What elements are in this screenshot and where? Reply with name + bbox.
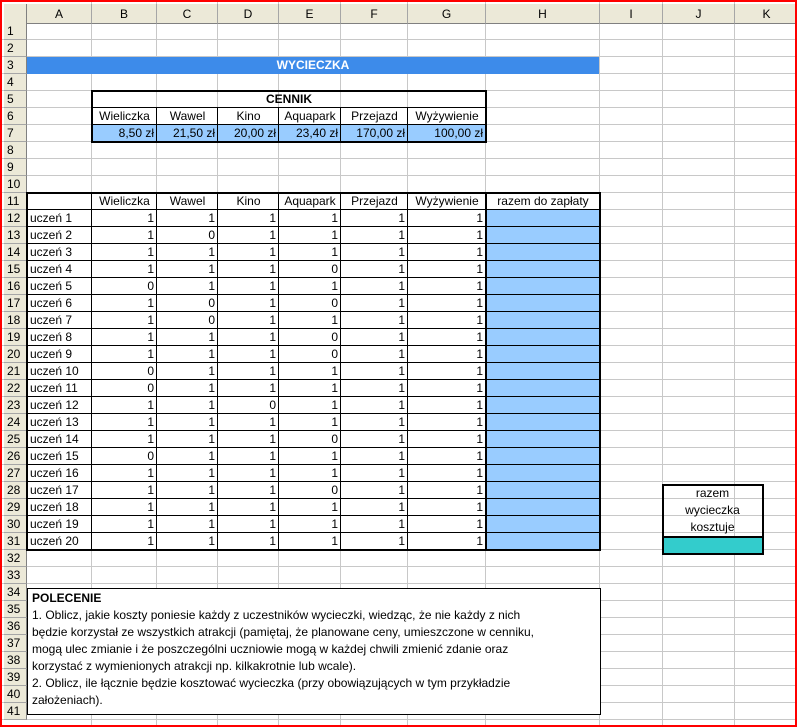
total-to-pay-cell[interactable] xyxy=(486,261,600,278)
total-to-pay-cell[interactable] xyxy=(486,431,600,448)
attendance-value-cell[interactable]: 1 xyxy=(331,211,338,225)
row-header[interactable]: 32 xyxy=(4,550,27,567)
attendance-value-cell[interactable]: 0 xyxy=(147,449,154,463)
student-name-cell[interactable]: uczeń 6 xyxy=(30,296,73,310)
attendance-row-rule xyxy=(27,447,600,448)
attendance-value-cell[interactable]: 1 xyxy=(208,483,215,497)
row-header[interactable]: 9 xyxy=(4,159,27,176)
attendance-row-rule xyxy=(27,362,600,363)
attendance-value-cell[interactable]: 1 xyxy=(208,517,215,531)
attendance-value-cell[interactable]: 1 xyxy=(398,262,405,276)
attendance-value-cell[interactable]: 1 xyxy=(208,432,215,446)
attendance-value-cell[interactable]: 1 xyxy=(147,432,154,446)
student-name-cell[interactable]: uczeń 10 xyxy=(30,364,79,378)
attendance-value-cell[interactable]: 1 xyxy=(208,330,215,344)
student-name-cell[interactable]: uczeń 1 xyxy=(30,211,73,225)
attendance-value-cell[interactable]: 1 xyxy=(476,500,483,514)
row-header[interactable]: 5 xyxy=(4,91,27,108)
row-header[interactable]: 27 xyxy=(4,465,27,482)
attendance-value-cell[interactable]: 1 xyxy=(476,211,483,225)
total-to-pay-cell[interactable] xyxy=(486,499,600,516)
row-header[interactable]: 30 xyxy=(4,516,27,533)
row-header[interactable]: 41 xyxy=(4,703,27,720)
total-to-pay-cell[interactable] xyxy=(486,312,600,329)
price-table-divider xyxy=(407,108,408,142)
attendance-value-cell[interactable]: 1 xyxy=(147,415,154,429)
attendance-header-cell[interactable]: Wieliczka xyxy=(99,194,150,208)
column-header[interactable]: A xyxy=(27,4,92,24)
attendance-value-cell[interactable]: 1 xyxy=(147,262,154,276)
attendance-value-cell[interactable]: 1 xyxy=(398,279,405,293)
attendance-value-cell[interactable]: 1 xyxy=(208,211,215,225)
attendance-value-cell[interactable]: 1 xyxy=(476,398,483,412)
attendance-value-cell[interactable]: 1 xyxy=(398,534,405,548)
attendance-value-cell[interactable]: 1 xyxy=(476,449,483,463)
attendance-value-cell[interactable]: 1 xyxy=(331,381,338,395)
total-to-pay-cell[interactable] xyxy=(486,295,600,312)
attendance-value-cell[interactable]: 1 xyxy=(398,347,405,361)
attendance-value-cell[interactable]: 1 xyxy=(269,432,276,446)
instructions-line-6: założeniach). xyxy=(32,693,103,707)
total-to-pay-cell[interactable] xyxy=(486,210,600,227)
column-header[interactable]: K xyxy=(735,4,797,24)
attendance-value-cell[interactable]: 1 xyxy=(269,330,276,344)
total-to-pay-cell[interactable] xyxy=(486,414,600,431)
attendance-value-cell[interactable]: 1 xyxy=(331,449,338,463)
instructions-line-1: 1. Oblicz, jakie koszty poniesie każdy z uczestników wycieczki, wiedząc, że nie każdy z nich xyxy=(32,608,521,622)
attendance-value-cell[interactable]: 1 xyxy=(398,500,405,514)
student-name-cell[interactable]: uczeń 11 xyxy=(30,381,78,395)
row-header[interactable]: 39 xyxy=(4,669,27,686)
attendance-value-cell[interactable]: 1 xyxy=(331,364,338,378)
title-banner[interactable]: WYCIECZKA xyxy=(27,57,599,74)
attendance-column-divider xyxy=(156,193,157,550)
row-header[interactable]: 40 xyxy=(4,686,27,703)
attendance-value-cell[interactable]: 1 xyxy=(476,432,483,446)
row-header[interactable]: 24 xyxy=(4,414,27,431)
attendance-column-divider xyxy=(407,193,408,550)
summary-divider xyxy=(662,536,764,538)
attendance-value-cell[interactable]: 1 xyxy=(269,279,276,293)
attendance-row-rule xyxy=(27,345,600,346)
attendance-value-cell[interactable]: 0 xyxy=(331,432,338,446)
attendance-value-cell[interactable]: 1 xyxy=(398,415,405,429)
row-header[interactable]: 14 xyxy=(4,244,27,261)
attendance-row-rule xyxy=(27,311,600,312)
attendance-header-cell[interactable]: Kino xyxy=(236,194,261,208)
price-table-divider xyxy=(156,108,157,142)
attendance-value-cell[interactable]: 1 xyxy=(398,466,405,480)
attendance-value-cell[interactable]: 0 xyxy=(331,330,338,344)
price-table-divider xyxy=(340,108,341,142)
row-header[interactable]: 33 xyxy=(4,567,27,584)
student-name-cell[interactable]: uczeń 12 xyxy=(30,398,79,412)
attendance-value-cell[interactable]: 0 xyxy=(147,364,154,378)
student-name-cell[interactable]: uczeń 16 xyxy=(30,466,79,480)
row-header[interactable]: 12 xyxy=(4,210,27,227)
attendance-value-cell[interactable]: 1 xyxy=(208,245,215,259)
summary-line-1: razem xyxy=(695,486,730,500)
student-name-cell[interactable]: uczeń 13 xyxy=(30,415,79,429)
row-header[interactable]: 3 xyxy=(4,57,27,74)
attendance-row-rule xyxy=(27,379,600,380)
attendance-value-cell[interactable]: 1 xyxy=(398,330,405,344)
total-to-pay-cell[interactable] xyxy=(486,448,600,465)
attendance-value-cell[interactable]: 0 xyxy=(331,347,338,361)
attendance-value-cell[interactable]: 1 xyxy=(147,517,154,531)
attendance-value-cell[interactable]: 0 xyxy=(208,313,215,327)
row-header[interactable]: 2 xyxy=(4,40,27,57)
row-header[interactable]: 17 xyxy=(4,295,27,312)
attendance-column-divider xyxy=(340,193,341,550)
attendance-header-cell[interactable]: Aquapark xyxy=(284,194,336,208)
row-header[interactable]: 8 xyxy=(4,142,27,159)
row-header[interactable]: 26 xyxy=(4,448,27,465)
price-table-divider xyxy=(217,108,218,142)
attendance-value-cell[interactable]: 1 xyxy=(476,262,483,276)
price-value-cell[interactable]: 170,00 zł xyxy=(356,126,405,140)
attendance-value-cell[interactable]: 1 xyxy=(147,534,154,548)
attendance-row-rule xyxy=(27,260,600,261)
attendance-value-cell[interactable]: 0 xyxy=(208,228,215,242)
attendance-value-cell[interactable]: 1 xyxy=(147,245,154,259)
attendance-value-cell[interactable]: 1 xyxy=(331,415,338,429)
attendance-value-cell[interactable]: 1 xyxy=(269,296,276,310)
price-value-cell[interactable]: 8,50 zł xyxy=(118,126,154,140)
price-header-cell[interactable]: Przejazd xyxy=(351,109,398,123)
column-header[interactable]: C xyxy=(157,4,218,24)
total-to-pay-cell[interactable] xyxy=(486,329,600,346)
attendance-value-cell[interactable]: 1 xyxy=(476,517,483,531)
row-header[interactable]: 29 xyxy=(4,499,27,516)
total-to-pay-cell[interactable] xyxy=(486,482,600,499)
attendance-row-rule xyxy=(27,413,600,414)
attendance-value-cell[interactable]: 0 xyxy=(331,483,338,497)
total-to-pay-cell[interactable] xyxy=(486,244,600,261)
attendance-value-cell[interactable]: 1 xyxy=(269,313,276,327)
attendance-value-cell[interactable]: 1 xyxy=(476,330,483,344)
attendance-value-cell[interactable]: 0 xyxy=(269,398,276,412)
column-header[interactable]: D xyxy=(218,4,279,24)
row-header[interactable]: 36 xyxy=(4,618,27,635)
total-to-pay-cell[interactable] xyxy=(486,397,600,414)
total-to-pay-cell[interactable] xyxy=(486,278,600,295)
row-header[interactable]: 28 xyxy=(4,482,27,499)
attendance-value-cell[interactable]: 1 xyxy=(208,398,215,412)
summary-line-2: wycieczka xyxy=(685,503,740,517)
price-header-cell[interactable]: Wyżywienie xyxy=(415,109,479,123)
total-to-pay-cell[interactable] xyxy=(486,380,600,397)
row-header[interactable]: 11 xyxy=(4,193,27,210)
row-header[interactable]: 34 xyxy=(4,584,27,601)
attendance-value-cell[interactable]: 1 xyxy=(398,517,405,531)
attendance-value-cell[interactable]: 1 xyxy=(269,245,276,259)
attendance-value-cell[interactable]: 0 xyxy=(147,381,154,395)
attendance-value-cell[interactable]: 1 xyxy=(269,381,276,395)
column-header[interactable]: J xyxy=(663,4,735,24)
attendance-value-cell[interactable]: 1 xyxy=(331,517,338,531)
price-table-rule xyxy=(92,107,486,108)
attendance-value-cell[interactable]: 1 xyxy=(208,347,215,361)
row-header[interactable]: 16 xyxy=(4,278,27,295)
column-header[interactable]: I xyxy=(600,4,663,24)
row-header[interactable]: 20 xyxy=(4,346,27,363)
row-header[interactable]: 4 xyxy=(4,74,27,91)
row-header[interactable]: 19 xyxy=(4,329,27,346)
instructions-line-5: 2. Oblicz, ile łącznie będzie kosztować wycieczka (przy obowiązujących w tym przykładzie xyxy=(32,676,511,690)
attendance-value-cell[interactable]: 1 xyxy=(476,364,483,378)
attendance-value-cell[interactable]: 1 xyxy=(269,449,276,463)
attendance-value-cell[interactable]: 0 xyxy=(208,296,215,310)
attendance-value-cell[interactable]: 1 xyxy=(208,381,215,395)
total-to-pay-cell[interactable] xyxy=(486,516,600,533)
attendance-row-rule xyxy=(27,294,600,295)
column-header[interactable]: H xyxy=(486,4,600,24)
attendance-value-cell[interactable]: 1 xyxy=(398,228,405,242)
attendance-value-cell[interactable]: 1 xyxy=(269,517,276,531)
attendance-value-cell[interactable]: 1 xyxy=(398,398,405,412)
row-header[interactable]: 31 xyxy=(4,533,27,550)
attendance-row-rule xyxy=(27,464,600,465)
attendance-column-divider xyxy=(217,193,218,550)
gridline-horizontal xyxy=(2,158,795,159)
total-to-pay-cell[interactable] xyxy=(486,533,600,550)
attendance-header-cell[interactable]: Przejazd xyxy=(351,194,398,208)
attendance-value-cell[interactable]: 1 xyxy=(476,534,483,548)
attendance-value-cell[interactable]: 1 xyxy=(147,296,154,310)
instructions-title: POLECENIE xyxy=(32,591,102,605)
attendance-value-cell[interactable]: 1 xyxy=(476,313,483,327)
price-header-cell[interactable]: Wieliczka xyxy=(99,109,150,123)
student-name-cell[interactable]: uczeń 19 xyxy=(30,517,79,531)
price-value-cell[interactable]: 21,50 zł xyxy=(172,126,215,140)
attendance-value-cell[interactable]: 1 xyxy=(269,415,276,429)
attendance-value-cell[interactable]: 1 xyxy=(269,262,276,276)
gridline-horizontal xyxy=(2,175,795,176)
attendance-value-cell[interactable]: 1 xyxy=(208,262,215,276)
price-table-divider xyxy=(278,108,279,142)
attendance-header-cell[interactable]: Wyżywienie xyxy=(415,194,479,208)
total-to-pay-cell[interactable] xyxy=(486,227,600,244)
row-header[interactable]: 7 xyxy=(4,125,27,142)
attendance-value-cell[interactable]: 1 xyxy=(208,500,215,514)
attendance-row-rule xyxy=(27,481,600,482)
column-header[interactable]: B xyxy=(92,4,157,24)
attendance-row-rule xyxy=(27,209,600,210)
attendance-value-cell[interactable]: 1 xyxy=(147,500,154,514)
column-header[interactable]: G xyxy=(408,4,486,24)
gridline-horizontal xyxy=(2,566,795,567)
attendance-value-cell[interactable]: 1 xyxy=(208,466,215,480)
attendance-value-cell[interactable]: 1 xyxy=(398,364,405,378)
attendance-value-cell[interactable]: 1 xyxy=(398,483,405,497)
attendance-value-cell[interactable]: 1 xyxy=(269,483,276,497)
attendance-value-cell[interactable]: 1 xyxy=(476,228,483,242)
attendance-value-cell[interactable]: 1 xyxy=(147,211,154,225)
attendance-row-rule xyxy=(27,328,600,329)
attendance-value-cell[interactable]: 1 xyxy=(208,534,215,548)
attendance-header-cell[interactable]: Wawel xyxy=(169,194,206,208)
attendance-value-cell[interactable]: 1 xyxy=(269,211,276,225)
student-name-cell[interactable]: uczeń 17 xyxy=(30,483,79,497)
student-name-cell[interactable]: uczeń 20 xyxy=(30,534,79,548)
attendance-value-cell[interactable]: 1 xyxy=(476,296,483,310)
total-cost-cell[interactable] xyxy=(663,537,762,553)
row-header[interactable]: 23 xyxy=(4,397,27,414)
total-to-pay-cell[interactable] xyxy=(486,465,600,482)
attendance-value-cell[interactable]: 1 xyxy=(476,279,483,293)
attendance-value-cell[interactable]: 1 xyxy=(269,228,276,242)
attendance-value-cell[interactable]: 1 xyxy=(398,296,405,310)
select-all-corner[interactable] xyxy=(4,4,27,24)
attendance-value-cell[interactable]: 1 xyxy=(147,398,154,412)
attendance-value-cell[interactable]: 1 xyxy=(476,483,483,497)
row-header[interactable]: 37 xyxy=(4,635,27,652)
attendance-value-cell[interactable]: 1 xyxy=(269,466,276,480)
attendance-value-cell[interactable]: 1 xyxy=(331,398,338,412)
instructions-line-4: korzystać z wymienionych atrakcji np. kilkakrotnie lub wcale). xyxy=(32,659,357,673)
attendance-value-cell[interactable]: 1 xyxy=(208,279,215,293)
student-name-cell[interactable]: uczeń 2 xyxy=(30,228,73,242)
instructions-box[interactable] xyxy=(27,588,601,715)
price-table-rule xyxy=(92,124,486,125)
row-header[interactable]: 25 xyxy=(4,431,27,448)
attendance-value-cell[interactable]: 1 xyxy=(269,347,276,361)
student-name-cell[interactable]: uczeń 8 xyxy=(30,330,73,344)
attendance-header-cell[interactable]: razem do zapłaty xyxy=(497,194,589,208)
gridline-horizontal xyxy=(2,39,795,40)
attendance-row-rule xyxy=(27,515,600,516)
attendance-row-rule xyxy=(27,277,600,278)
instructions-line-2: będzie korzystał ze wszystkich atrakcji (pamiętaj, że planowane ceny, umieszczone w cenniku, xyxy=(32,625,534,639)
attendance-value-cell[interactable]: 1 xyxy=(147,228,154,242)
attendance-value-cell[interactable]: 0 xyxy=(331,296,338,310)
attendance-value-cell[interactable]: 1 xyxy=(208,449,215,463)
student-name-cell[interactable]: uczeń 7 xyxy=(30,313,73,327)
attendance-value-cell[interactable]: 1 xyxy=(331,500,338,514)
total-to-pay-cell[interactable] xyxy=(486,363,600,380)
attendance-value-cell[interactable]: 1 xyxy=(147,466,154,480)
attendance-value-cell[interactable]: 1 xyxy=(476,381,483,395)
student-name-cell[interactable]: uczeń 18 xyxy=(30,500,79,514)
attendance-value-cell[interactable]: 1 xyxy=(331,279,338,293)
attendance-row-rule xyxy=(27,396,600,397)
row-header[interactable]: 13 xyxy=(4,227,27,244)
row-header[interactable]: 21 xyxy=(4,363,27,380)
gridline-horizontal xyxy=(2,719,795,720)
attendance-value-cell[interactable]: 1 xyxy=(398,245,405,259)
attendance-row-rule xyxy=(27,498,600,499)
row-header[interactable]: 10 xyxy=(4,176,27,193)
column-header[interactable]: F xyxy=(341,4,408,24)
attendance-value-cell[interactable]: 1 xyxy=(331,228,338,242)
student-name-cell[interactable]: uczeń 5 xyxy=(30,279,73,293)
attendance-value-cell[interactable]: 1 xyxy=(147,347,154,361)
price-value-cell[interactable]: 100,00 zł xyxy=(434,126,483,140)
attendance-value-cell[interactable]: 1 xyxy=(208,415,215,429)
attendance-column-divider xyxy=(278,193,279,550)
attendance-value-cell[interactable]: 1 xyxy=(398,432,405,446)
row-header[interactable]: 1 xyxy=(4,23,27,40)
student-name-cell[interactable]: uczeń 15 xyxy=(30,449,79,463)
attendance-value-cell[interactable]: 1 xyxy=(398,313,405,327)
student-name-cell[interactable]: uczeń 9 xyxy=(30,347,73,361)
instructions-line-3: mogą ulec zmianie i że poszczególni uczniowie mogą w każdej chwili zmienić zdanie oraz xyxy=(32,642,509,656)
attendance-column-divider xyxy=(485,193,487,550)
attendance-value-cell[interactable]: 1 xyxy=(331,313,338,327)
total-to-pay-cell[interactable] xyxy=(486,346,600,363)
attendance-row-rule xyxy=(27,430,600,431)
attendance-value-cell[interactable]: 1 xyxy=(476,245,483,259)
price-header-cell[interactable]: Kino xyxy=(236,109,261,123)
attendance-value-cell[interactable]: 0 xyxy=(147,279,154,293)
row-header[interactable]: 35 xyxy=(4,601,27,618)
attendance-value-cell[interactable]: 0 xyxy=(331,262,338,276)
gridline-horizontal xyxy=(2,583,795,584)
attendance-value-cell[interactable]: 1 xyxy=(331,466,338,480)
attendance-value-cell[interactable]: 1 xyxy=(208,364,215,378)
attendance-value-cell[interactable]: 1 xyxy=(269,500,276,514)
row-header[interactable]: 6 xyxy=(4,108,27,125)
attendance-value-cell[interactable]: 1 xyxy=(476,415,483,429)
attendance-row-rule xyxy=(27,532,600,533)
student-name-cell[interactable]: uczeń 4 xyxy=(30,262,73,276)
student-name-cell[interactable]: uczeń 3 xyxy=(30,245,73,259)
attendance-value-cell[interactable]: 1 xyxy=(476,466,483,480)
price-value-cell[interactable]: 23,40 zł xyxy=(295,126,338,140)
attendance-value-cell[interactable]: 1 xyxy=(269,364,276,378)
attendance-value-cell[interactable]: 1 xyxy=(147,313,154,327)
attendance-row-rule xyxy=(27,243,600,244)
attendance-value-cell[interactable]: 1 xyxy=(147,330,154,344)
price-header-cell[interactable]: Aquapark xyxy=(284,109,336,123)
price-value-cell[interactable]: 20,00 zł xyxy=(233,126,276,140)
attendance-value-cell[interactable]: 1 xyxy=(398,211,405,225)
attendance-value-cell[interactable]: 1 xyxy=(269,534,276,548)
row-header[interactable]: 38 xyxy=(4,652,27,669)
attendance-value-cell[interactable]: 1 xyxy=(331,245,338,259)
attendance-value-cell[interactable]: 1 xyxy=(398,381,405,395)
attendance-value-cell[interactable]: 1 xyxy=(147,483,154,497)
price-table-title[interactable]: CENNIK xyxy=(265,92,312,106)
attendance-value-cell[interactable]: 1 xyxy=(331,534,338,548)
column-header[interactable]: E xyxy=(279,4,341,24)
price-header-cell[interactable]: Wawel xyxy=(169,109,206,123)
row-header[interactable]: 15 xyxy=(4,261,27,278)
attendance-value-cell[interactable]: 1 xyxy=(398,449,405,463)
summary-line-3: kosztuje xyxy=(690,520,735,534)
student-name-cell[interactable]: uczeń 14 xyxy=(30,432,79,446)
row-header[interactable]: 18 xyxy=(4,312,27,329)
row-header[interactable]: 22 xyxy=(4,380,27,397)
attendance-column-divider xyxy=(91,193,92,550)
attendance-row-rule xyxy=(27,226,600,227)
attendance-value-cell[interactable]: 1 xyxy=(476,347,483,361)
